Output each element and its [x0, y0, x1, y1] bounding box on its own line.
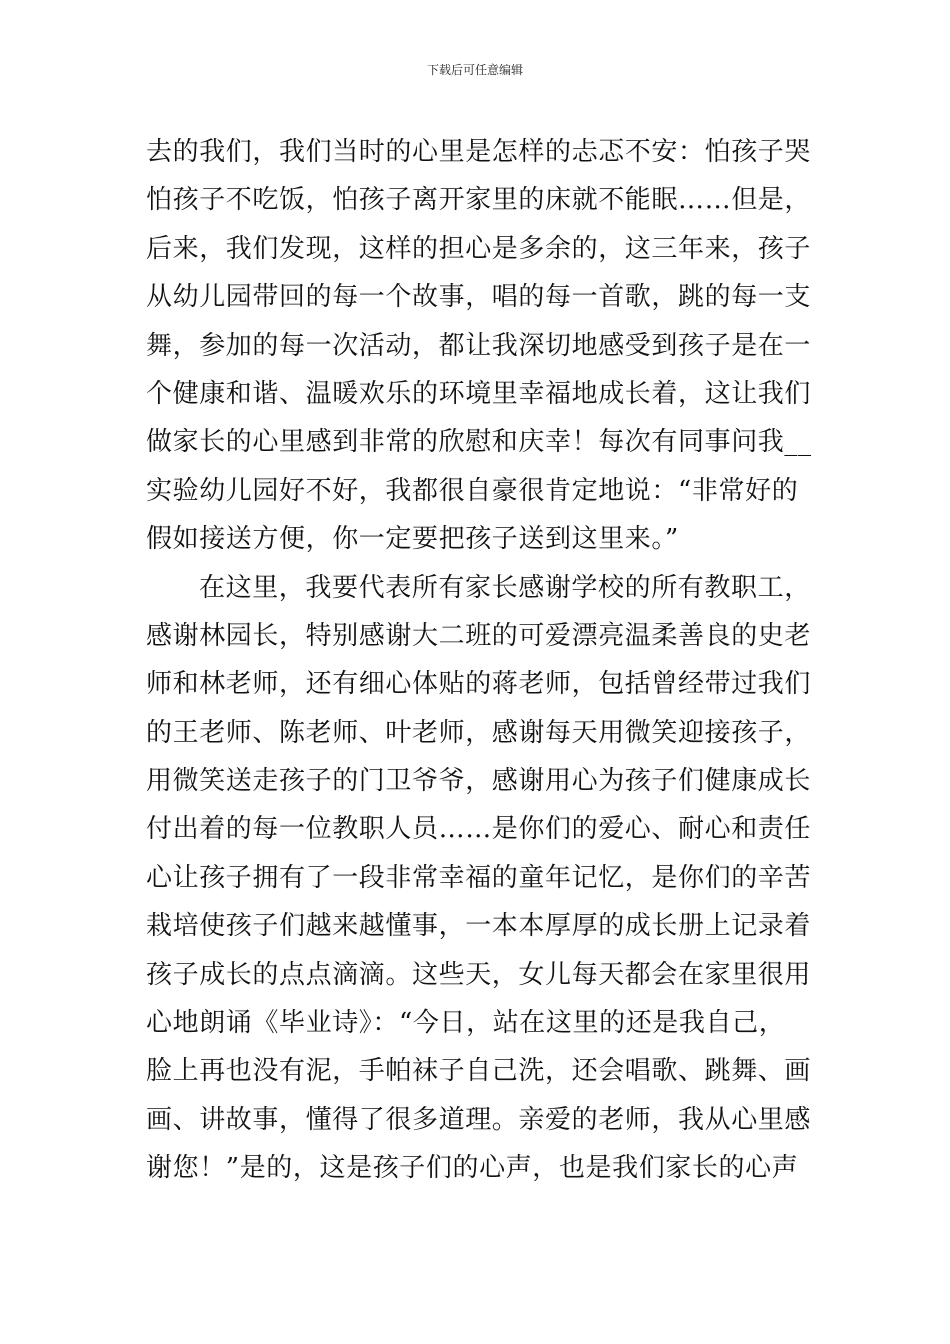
text-line: 心地朗诵《毕业诗》：“今日，站在这里的还是我自己， — [146, 1008, 786, 1039]
text-line: 师和林老师，还有细心体贴的蒋老师，包括曾经带过我们 — [146, 669, 812, 700]
text-line: 脸上再也没有泥，手帕袜子自己洗，还会唱歌、跳舞、画 — [146, 1056, 812, 1087]
text-line: 实验幼儿园好不好，我都很自豪很肯定地说：“非常好的 — [146, 475, 799, 506]
text-line: 付出着的每一位教职人员……是你们的爱心、耐心和责任 — [146, 814, 812, 845]
text-line: 的王老师、陈老师、叶老师，感谢每天用微笑迎接孩子， — [146, 717, 812, 748]
text-line: 后来，我们发现，这样的担心是多余的，这三年来，孩子 — [146, 233, 812, 264]
text-line: 孩子成长的点点滴滴。这些天，女儿每天都会在家里很用 — [146, 959, 812, 990]
text-line: 用微笑送走孩子的门卫爷爷，感谢用心为孩子们健康成长 — [146, 766, 812, 797]
text-line: 做家长的心里感到非常的欣慰和庆幸！每次有同事问我__ — [146, 427, 812, 458]
document-body — [146, 128, 812, 1193]
text-line: 假如接送方便，你一定要把孩子送到这里来。” — [146, 524, 679, 555]
page-header: 下载后可任意编辑 — [426, 63, 523, 77]
text-line: 栽培使孩子们越来越懂事，一本本厚厚的成长册上记录着 — [146, 911, 812, 942]
text-line: 个健康和谐、温暖欢乐的环境里幸福地成长着，这让我们 — [146, 378, 812, 409]
text-line: 舞，参加的每一次活动，都让我深切地感受到孩子是在一 — [146, 330, 812, 361]
text-line: 画、讲故事，懂得了很多道理。亲爱的老师，我从心里感 — [146, 1104, 812, 1135]
text-line: 怕孩子不吃饭，怕孩子离开家里的床就不能眠……但是， — [146, 185, 812, 216]
paragraph-first-line: 在这里，我要代表所有家长感谢学校的所有教职工， — [199, 572, 811, 603]
text-line: 谢您！”是的，这是孩子们的心声，也是我们家长的心声 — [146, 1153, 799, 1184]
text-line: 心让孩子拥有了一段非常幸福的童年记忆，是你们的辛苦 — [146, 862, 812, 893]
text-line: 感谢林园长，特别感谢大二班的可爱漂亮温柔善良的史老 — [146, 620, 812, 651]
text-line: 从幼儿园带回的每一个故事，唱的每一首歌，跳的每一支 — [146, 282, 812, 313]
text-line: 去的我们，我们当时的心里是怎样的忐忑不安：怕孩子哭 — [146, 137, 812, 167]
